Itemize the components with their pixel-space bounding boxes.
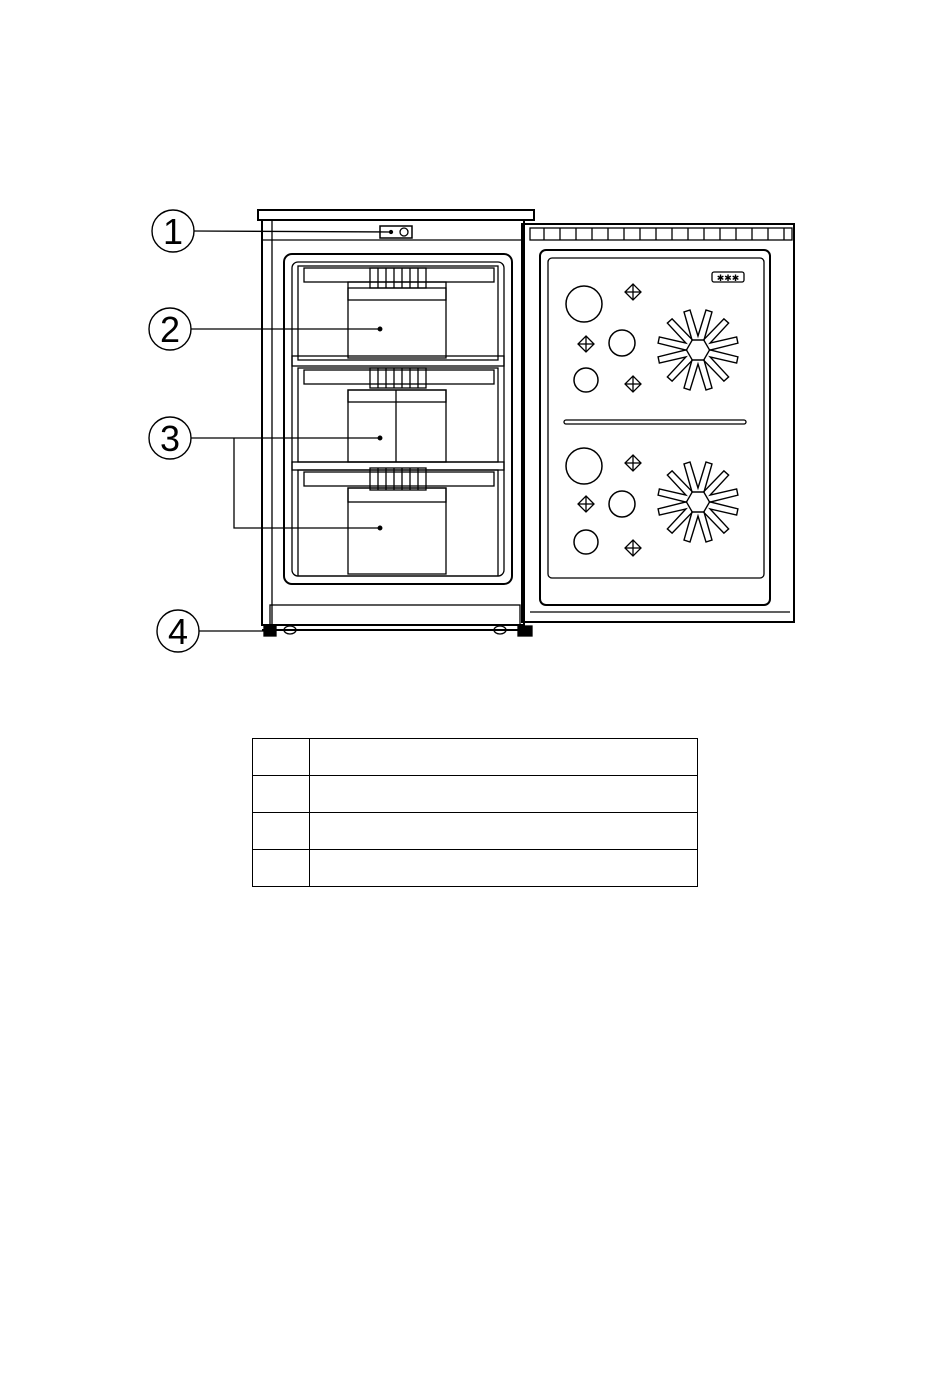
table-row <box>253 739 698 776</box>
parts-legend-table <box>252 738 698 887</box>
callout-4 <box>157 610 264 652</box>
table-row <box>253 776 698 813</box>
door-panel-upper <box>566 284 740 392</box>
part-description-cell <box>310 850 698 887</box>
freezer-door <box>522 224 794 622</box>
table-row <box>253 813 698 850</box>
callout-4-label: 4 <box>167 611 189 652</box>
drawer-bottom <box>298 468 498 576</box>
star-rating-text: ✱✱✱ <box>716 274 740 284</box>
drawer-top <box>292 266 504 366</box>
callout-1-label: 1 <box>162 211 184 252</box>
part-number-cell <box>253 850 310 887</box>
drawer-middle <box>292 368 504 470</box>
table-row <box>253 850 698 887</box>
part-description-cell <box>310 776 698 813</box>
snowflake-icon <box>656 462 739 542</box>
part-description-cell <box>310 813 698 850</box>
callout-2 <box>149 308 380 350</box>
door-panel-lower <box>566 448 740 556</box>
snowflake-icon <box>656 310 739 390</box>
part-number-cell <box>253 813 310 850</box>
part-description-cell <box>310 739 698 776</box>
callout-2-label: 2 <box>159 309 181 350</box>
part-number-cell <box>253 776 310 813</box>
callout-3-label: 3 <box>159 418 181 459</box>
star-rating-badge <box>712 272 744 284</box>
inner-liner <box>284 254 512 584</box>
part-number-cell <box>253 739 310 776</box>
